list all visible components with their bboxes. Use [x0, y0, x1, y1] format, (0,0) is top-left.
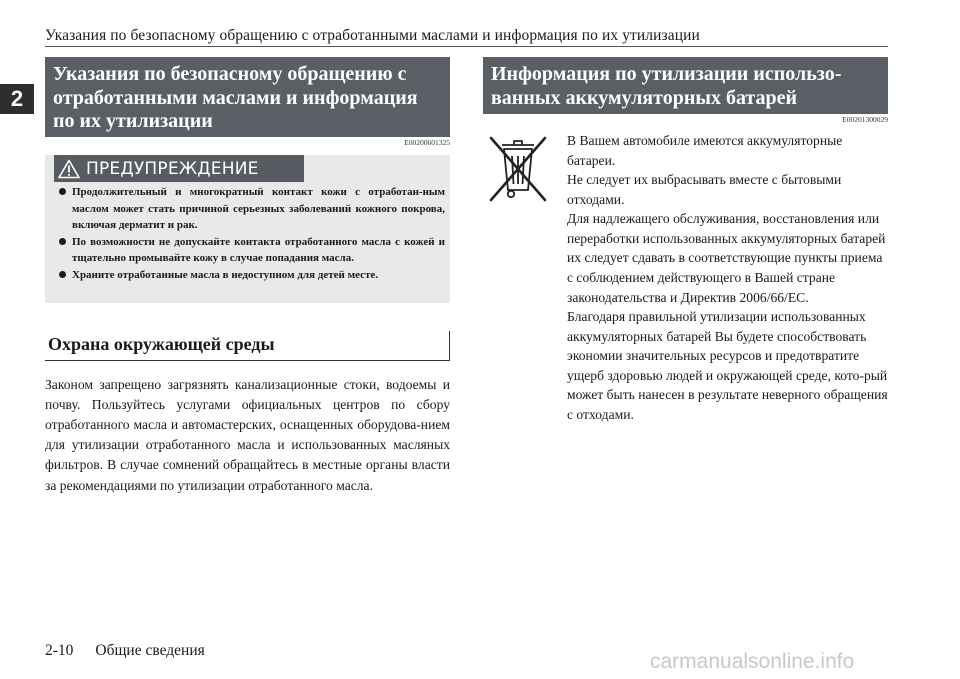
- warning-list: [57, 184, 445, 283]
- running-header: Указания по безопасному обращению с отработанными маслами и информация по их утилизации: [45, 27, 700, 44]
- section-heading-batteries: Информация по утилизации использо-ванных аккумуляторных батарей: [483, 57, 888, 114]
- section-heading-oil: Указания по безопасному обращению с отработанными маслами и информация по их утилизации: [45, 57, 450, 137]
- page-number: 2-10: [45, 642, 74, 659]
- page-footer: [45, 642, 205, 660]
- warning-item: [57, 184, 445, 234]
- warning-box: [45, 155, 450, 303]
- env-paragraph: Законом запрещено загрязнять канализационные стоки, водоемы и почву. Пользуйтесь услугами официальных центров по сбору отработанного масла и автомастерских, оснащенных оборудова-нием для утилизации отработанного масла и использованных масляных фильтров. В случае сомнений обращайтесь в местные органы власти за рекомендациями по утилизации отработанного масла.: [45, 377, 450, 493]
- battery-paragraph: Не следует их выбрасывать вместе с бытовыми отходами.: [567, 172, 842, 207]
- battery-paragraph: В Вашем автомобиле имеются аккумуляторные батареи.: [567, 133, 843, 168]
- battery-paragraph: Для надлежащего обслуживания, восстановления или переработки использованных аккумуляторных батарей их следует сдавать в соответствующие пункты приема с соблюдением действующего в Вашей стране законодательства и Директив 2006/66/EC.: [567, 211, 886, 305]
- section-code-oil: E00200601325: [404, 138, 450, 147]
- footer-section: Общие сведения: [95, 642, 205, 659]
- bullet-icon: [59, 188, 66, 195]
- battery-info-text: [567, 131, 889, 424]
- crossed-out-wheelie-bin-icon: [487, 132, 549, 206]
- warning-label: ПРЕДУПРЕЖДЕНИЕ: [86, 158, 259, 179]
- battery-paragraph: Благодаря правильной утилизации использованных аккумуляторных батарей Вы будете способствовать экономии значительных ресурсов и предотвратите ущерб здоровью людей и окружающей среде, кото-рый может быть нанесен в результате неверного обращения с отходами.: [567, 309, 888, 422]
- bullet-icon: [59, 238, 66, 245]
- header-divider: [45, 46, 888, 47]
- section-code-batteries: E00201300029: [842, 115, 888, 124]
- bullet-icon: [59, 271, 66, 278]
- env-heading: Охрана окружающей среды: [45, 331, 450, 361]
- warning-item-text: Продолжительный и многократный контакт кожи с отработан-ным маслом может стать причиной серьезных заболеваний кожного покрова, включая дерматит и рак.: [72, 186, 445, 231]
- warning-triangle-icon: [58, 159, 80, 179]
- warning-item-text: По возможности не допускайте контакта отработанного масла с кожей и тщательно промывайте кожу в случае попадания масла.: [72, 235, 445, 264]
- site-watermark: carmanualsonline.info: [650, 650, 855, 673]
- warning-item-text: Храните отработанные масла в недоступном для детей месте.: [72, 268, 379, 281]
- chapter-tab: 2: [0, 84, 34, 114]
- warning-item: [57, 234, 445, 267]
- warning-item: [57, 267, 445, 284]
- warning-header: [54, 155, 304, 182]
